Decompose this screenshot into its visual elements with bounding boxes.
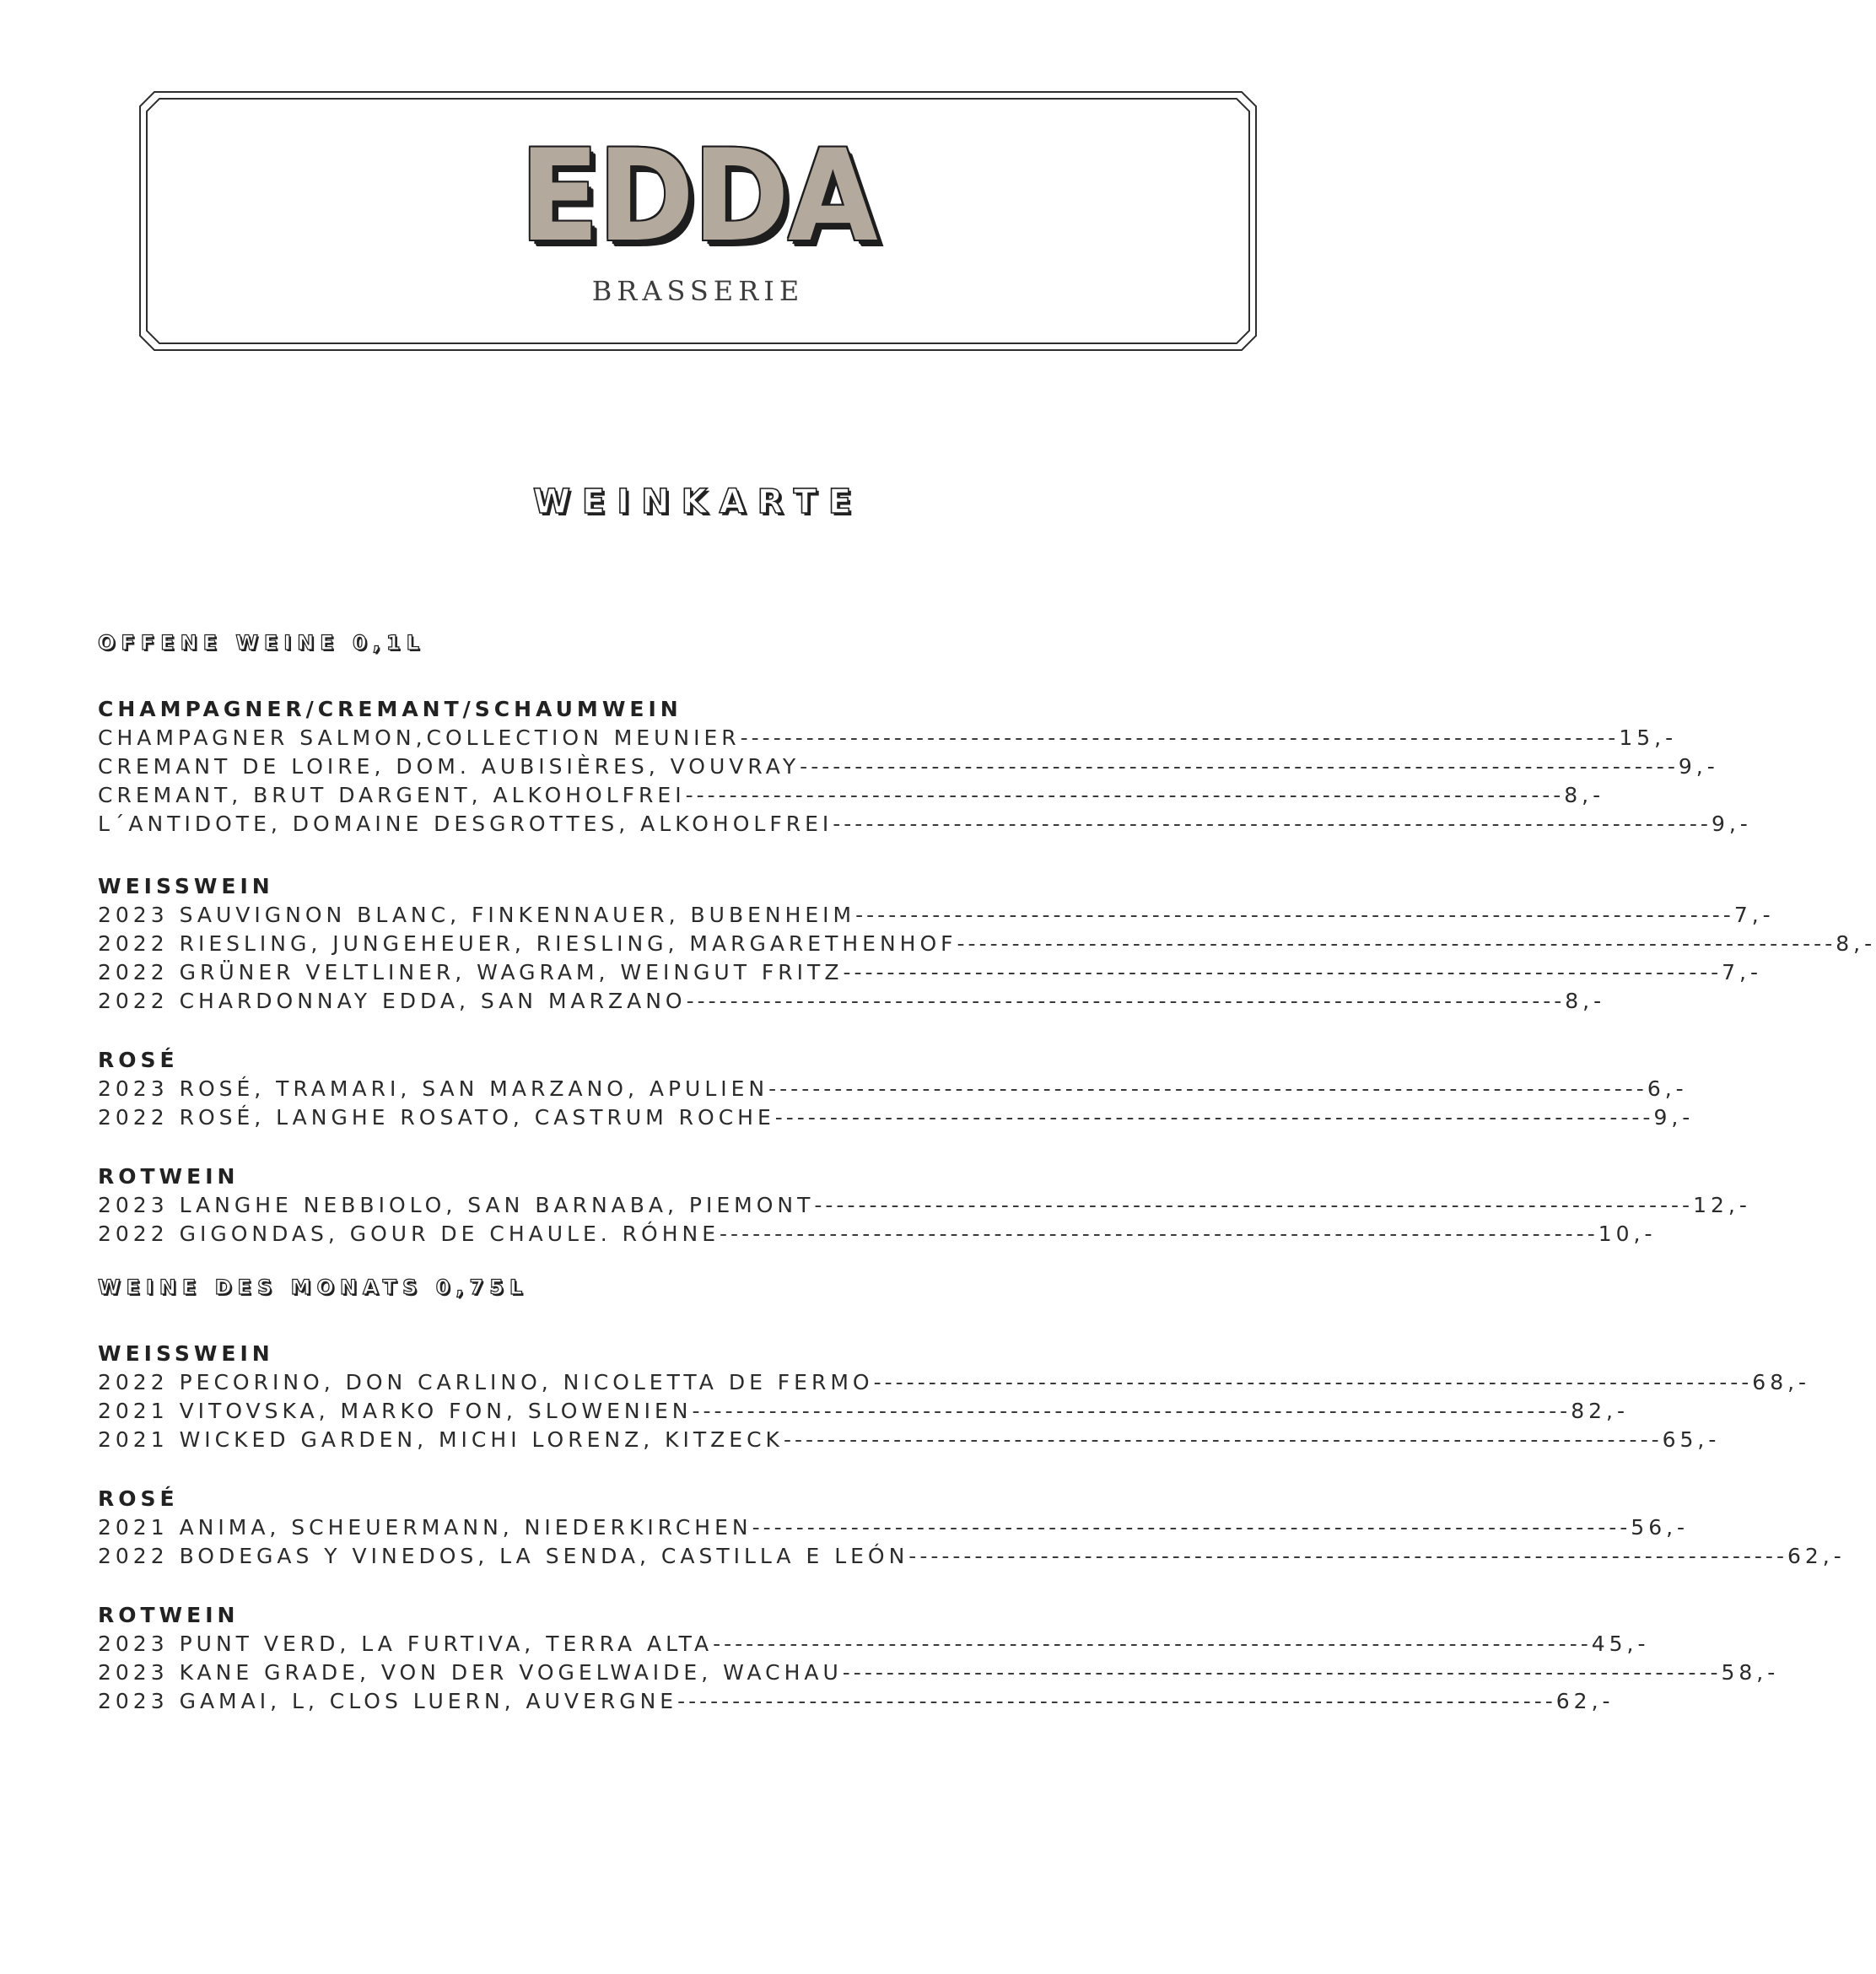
category-title: WEISSWEIN (98, 1341, 274, 1366)
wine-item (98, 783, 1605, 812)
wine-item (98, 1632, 1650, 1660)
wine-price: 12,- (1693, 1193, 1751, 1217)
leader-dots: -------------------------------------------------------------------------------- (752, 1515, 1631, 1540)
wine-name: CREMANT DE LOIRE, DOM. AUBISIÈRES, VOUVRAY (98, 754, 801, 779)
wine-price: 62,- (1555, 1689, 1615, 1713)
leader-dots: -------------------------------------------------------------------------------- (957, 931, 1836, 956)
wine-price: 15,- (1619, 725, 1678, 750)
wine-price: 10,- (1598, 1222, 1657, 1246)
wine-item (98, 903, 1775, 931)
wine-price: 45,- (1591, 1632, 1650, 1656)
wine-item (98, 1222, 1657, 1250)
category-title: ROTWEIN (98, 1164, 240, 1189)
wine-name: 2022 PECORINO, DON CARLINO, NICOLETTA DE FERMO (98, 1370, 874, 1394)
wine-price: 65,- (1662, 1427, 1721, 1452)
wine-name: 2022 RIESLING, JUNGEHEUER, RIESLING, MARGARETHENHOF (98, 931, 957, 956)
leader-dots: -------------------------------------------------------------------------------- (842, 1660, 1722, 1685)
wine-item (98, 1544, 1846, 1572)
wine-price: 7,- (1733, 903, 1775, 927)
page-title: WEINKARTE (532, 483, 864, 521)
leader-dots: -------------------------------------------------------------------------------- (677, 1689, 1556, 1713)
wine-name: 2023 SAUVIGNON BLANC, FINKENNAUER, BUBENHEIM (98, 903, 856, 927)
category-title: WEISSWEIN (98, 874, 274, 898)
wine-price: 58,- (1721, 1660, 1780, 1685)
brand-logo: EDDA (520, 123, 876, 270)
wine-name: 2022 CHARDONNAY EDDA, SAN MARZANO (98, 989, 687, 1013)
wine-name: 2023 PUNT VERD, LA FURTIVA, TERRA ALTA (98, 1632, 714, 1656)
wine-name: 2022 BODEGAS Y VINEDOS, LA SENDA, CASTILLA E LEÓN (98, 1544, 909, 1568)
wine-price: 9,- (1678, 754, 1719, 779)
leader-dots: -------------------------------------------------------------------------------- (692, 1399, 1571, 1423)
leader-dots: -------------------------------------------------------------------------------- (768, 1076, 1647, 1101)
wine-price: 6,- (1647, 1076, 1688, 1101)
leader-dots: -------------------------------------------------------------------------------- (843, 960, 1722, 984)
wine-item (98, 725, 1678, 754)
leader-dots: -------------------------------------------------------------------------------- (800, 754, 1679, 779)
category-title: ROTWEIN (98, 1603, 240, 1627)
wine-item (98, 960, 1763, 989)
wine-price: 68,- (1752, 1370, 1811, 1394)
wine-name: 2021 WICKED GARDEN, MICHI LORENZ, KITZECK (98, 1427, 784, 1452)
wine-price: 7,- (1722, 960, 1763, 984)
wine-name: CHAMPAGNER SALMON,COLLECTION MEUNIER (98, 725, 741, 750)
wine-name: L´ANTIDOTE, DOMAINE DESGROTTES, ALKOHOLFREI (98, 812, 833, 836)
wine-name: CREMANT, BRUT DARGENT, ALKOHOLFREI (98, 783, 686, 807)
wine-item (98, 1105, 1695, 1134)
wine-price: 9,- (1711, 812, 1752, 836)
leader-dots: -------------------------------------------------------------------------------- (713, 1632, 1592, 1656)
wine-price: 9,- (1653, 1105, 1695, 1130)
wine-price: 56,- (1631, 1515, 1690, 1540)
wine-item (98, 1399, 1629, 1427)
wine-item (98, 1193, 1751, 1222)
wine-item (98, 931, 1876, 960)
leader-dots: -------------------------------------------------------------------------------- (685, 783, 1565, 807)
leader-dots: -------------------------------------------------------------------------------- (783, 1427, 1663, 1452)
wine-item (98, 812, 1752, 840)
wine-name: 2023 ROSÉ, TRAMARI, SAN MARZANO, APULIEN (98, 1076, 769, 1101)
wine-price: 62,- (1787, 1544, 1846, 1568)
brand-subtitle: BRASSERIE (591, 275, 805, 307)
section-title: WEINE DES MONATS 0,75L (98, 1276, 529, 1299)
wine-item (98, 1427, 1721, 1456)
leader-dots: -------------------------------------------------------------------------------- (833, 812, 1712, 836)
category-title: CHAMPAGNER/CREMANT/SCHAUMWEIN (98, 697, 682, 721)
wine-item (98, 1370, 1811, 1399)
leader-dots: -------------------------------------------------------------------------------- (720, 1222, 1598, 1246)
wine-name: 2021 VITOVSKA, MARKO FON, SLOWENIEN (98, 1399, 693, 1423)
wine-name: 2022 GRÜNER VELTLINER, WAGRAM, WEINGUT FRITZ (98, 960, 844, 984)
leader-dots: -------------------------------------------------------------------------------- (686, 989, 1566, 1013)
wine-name: 2021 ANIMA, SCHEUERMANN, NIEDERKIRCHEN (98, 1515, 752, 1540)
leader-dots: -------------------------------------------------------------------------------- (814, 1193, 1694, 1217)
header-frame (139, 91, 1257, 351)
leader-dots: -------------------------------------------------------------------------------- (855, 903, 1734, 927)
wine-item (98, 1515, 1690, 1544)
wine-item (98, 1076, 1688, 1105)
category-title: ROSÉ (98, 1048, 179, 1072)
leader-dots: -------------------------------------------------------------------------------- (740, 725, 1620, 750)
wine-name: 2022 GIGONDAS, GOUR DE CHAULE. RÓHNE (98, 1222, 720, 1246)
wine-name: 2023 GAMAI, L, CLOS LUERN, AUVERGNE (98, 1689, 678, 1713)
section-title: OFFENE WEINE 0,1L (98, 631, 425, 655)
leader-dots: -------------------------------------------------------------------------------- (908, 1544, 1787, 1568)
wine-item (98, 754, 1719, 783)
wine-price: 82,- (1571, 1399, 1629, 1423)
wine-name: 2023 LANGHE NEBBIOLO, SAN BARNABA, PIEMONT (98, 1193, 815, 1217)
leader-dots: -------------------------------------------------------------------------------- (774, 1105, 1654, 1130)
category-title: ROSÉ (98, 1486, 179, 1511)
wine-item (98, 1660, 1780, 1689)
wine-item (98, 989, 1606, 1017)
wine-name: 2023 KANE GRADE, VON DER VOGELWAIDE, WACHAU (98, 1660, 843, 1685)
wine-price: 8,- (1564, 783, 1605, 807)
wine-price: 8,- (1836, 931, 1876, 956)
wine-name: 2022 ROSÉ, LANGHE ROSATO, CASTRUM ROCHE (98, 1105, 775, 1130)
leader-dots: -------------------------------------------------------------------------------- (873, 1370, 1753, 1394)
wine-price: 8,- (1565, 989, 1606, 1013)
wine-item (98, 1689, 1615, 1718)
